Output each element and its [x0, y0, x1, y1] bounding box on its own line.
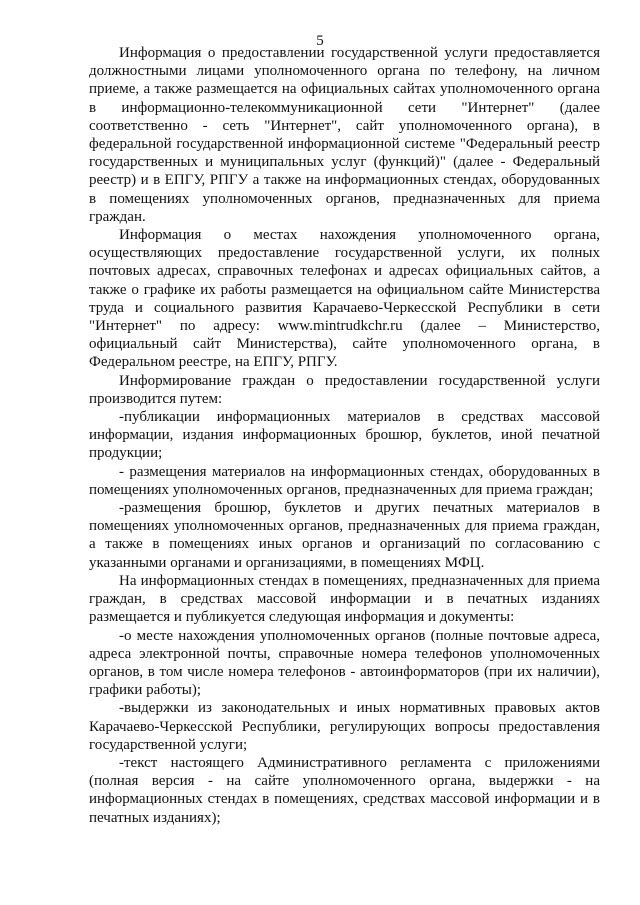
list-item-mass-media: -публикации информационных материалов в средствах массовой информации, издания информационных брошюр, буклетов, иной печатной продукции; [89, 409, 600, 462]
list-item-regulation-text: -текст настоящего Административного регламента с приложениями (полная версия - на сайте уполномоченного органа, выдержки - на информационных стендах в помещениях, средствах массовой информации и в печатных изданиях); [89, 754, 600, 826]
paragraph-locations-info: Информация о местах нахождения уполномоченного органа, осуществляющих предоставление государственной услуги, их полных почтовых адресах, справочных телефонах и адресах официальных сайтов, а также о графике их работы размещается на официальном сайте Министерства труда и социального развития Карачаево-Черкесской Республики в сети "Интернет" по адресу: www.mintrudkchr.ru (далее – Министерство, официальный сайт Министерства), сайте уполномоченного органа, в Федеральном реестре, на ЕПГУ, РПГУ. [89, 227, 600, 371]
paragraph-published-info: На информационных стендах в помещениях, предназначенных для приема граждан, в средствах массовой информации и в печатных изданиях размещается и публикуется следующая информация и документы: [89, 572, 600, 626]
page-number: 5 [316, 33, 324, 49]
list-item-legal-extracts: -выдержки из законодательных и иных нормативных правовых актов Карачаево-Черкесской Республики, регулирующих вопросы предоставления государственной услуги; [89, 700, 600, 753]
list-item-locations: -о месте нахождения уполномоченных органов (полные почтовые адреса, адреса электронной почты, справочные номера телефонов уполномоченных органов, в том числе номера телефонов - автоинформаторов (при их наличии), графики работы); [89, 627, 600, 699]
list-item-brochures: -размещения брошюр, буклетов и других печатных материалов в помещениях уполномоченных органов, предназначенных для приема граждан, а также в помещениях иных органов и организаций по согласованию с указанными органами и организациями, в помещениях МФЦ. [89, 500, 600, 571]
list-item-stands: - размещения материалов на информационных стендах, оборудованных в помещениях уполномоченных органов, предназначенных для приема граждан; [89, 463, 600, 498]
paragraph-informing-methods: Информирование граждан о предоставлении государственной услуги производится путем: [89, 372, 600, 407]
paragraph-info-provision: Информация о предоставлении государственной услуги предоставляется должностными лицами уполномоченного органа по телефону, на личном приеме, а также размещается на официальных сайтах уполномоченного органа в информационно-телекоммуникационной сети "Интернет" (далее соответственно - сеть "Интернет", сайт уполномоченного органа), в федеральной государственной информационной системе "Федеральный реестр государственных и муниципальных услуг (функций)" (далее - Федеральный реестр) и в ЕПГУ, РПГУ а также на информационных стендах, оборудованных в помещениях уполномоченных органов, предназначенных для приема граждан. [89, 45, 600, 225]
document-body [89, 44, 600, 827]
